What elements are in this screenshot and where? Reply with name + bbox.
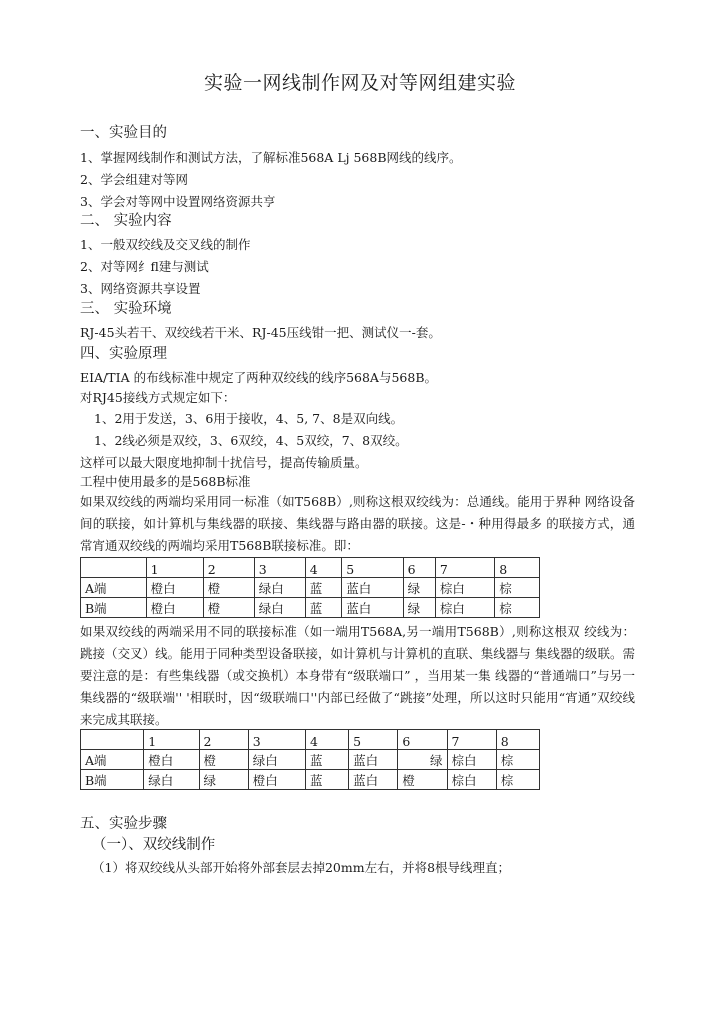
table-header-row: [81, 558, 540, 578]
table-cell: 棕: [495, 598, 540, 618]
list-item: 1、一般双绞线及交叉线的制作: [80, 237, 251, 252]
principle-line: 对RJ45接线方式规定如下：: [80, 390, 236, 405]
table-cell: 蓝白: [349, 770, 398, 790]
table-cell: 橙: [203, 578, 254, 598]
table-cell: 5: [342, 558, 403, 578]
section-heading-purpose: 一、实验目的: [80, 125, 167, 141]
table-cell: [81, 558, 147, 578]
table-cell: 6: [398, 730, 447, 750]
table-cell: 棕白: [447, 770, 496, 790]
table-cell: B端: [81, 598, 147, 618]
table-cell: 橙白: [146, 578, 203, 598]
section-heading-principle: 四、实验原理: [80, 346, 167, 362]
table-row: [81, 598, 540, 618]
crossover-cable-paragraph: 如果双绞线的两端采用不同的联接标准（如一端用T568A,另一端用T568B）,则称这根双 绞线为：跳接（交叉）线。能用于同种类型设备联接，如计算机与计算机的直联、集线器与 集线器的级联。需要注意的是：有些集线器（或交换机）本身带有“级联端口” ，当用某一集 线器的“普通端口”与另一集线器的“级联端'' '相联时，因“级联端口''内部已经做了“跳接”处理，所以这时只能用“宵通”双绞线来完成其联接。: [80, 624, 635, 727]
table-cell: 棕白: [435, 578, 494, 598]
list-item: 2、学会组建对等网: [80, 172, 188, 187]
table-row: [81, 770, 540, 790]
step-text: （1）将双绞线从头部开始将外部套层去掉20mm左右，并将8根导线理直；: [92, 860, 511, 875]
table-cell: 8: [495, 558, 540, 578]
table-cell: A端: [81, 750, 144, 770]
table-cell: 3: [254, 558, 305, 578]
table-cell: 绿: [403, 578, 435, 598]
table-cell: 蓝: [305, 770, 348, 790]
table-header-row: [81, 730, 540, 750]
list-item: 3、学会对等网中设置网络资源共亨: [80, 194, 276, 209]
principle-line: 1、2线必须是双绞，3、6双绞，4、5双绞，7、8双绞。: [94, 433, 408, 448]
list-item: 3、网络资源共享设置: [80, 281, 201, 296]
table-cell: 绿白: [144, 770, 199, 790]
table-cell: 7: [447, 730, 496, 750]
section-heading-steps: 五、实验步骤: [80, 816, 167, 832]
table-cell: 绿白: [254, 578, 305, 598]
principle-line: 工程中使用最多的是568B标准: [80, 474, 251, 489]
table-cell: 6: [403, 558, 435, 578]
table-cell: 绿白: [254, 598, 305, 618]
table-cell: 绿: [398, 750, 447, 770]
table-cell: 2: [203, 558, 254, 578]
straight-cable-paragraph: 如果双绞线的两端均采用同一标准（如T568B）,则称这根双绞线为：总通线。能用于界种 网络设备间的联接，如计算机与集线器的联接、集线器与路由器的联接。这是-・种用得最多 的联接方式，通常宵通双绞线的两端均采用T568B联接标准。即：: [80, 494, 635, 553]
list-item: 1、掌握网线制作和测试方法，了解标准568A Lj 568B网线的线序。: [80, 150, 462, 165]
table-cell: [81, 730, 144, 750]
table-cell: 橙: [199, 750, 248, 770]
table-row: [81, 578, 540, 598]
table-cell: 棕: [495, 578, 540, 598]
subsection-heading: （一）、双绞线制作: [92, 837, 216, 853]
t568b-table: [80, 557, 540, 618]
table-cell: 橙白: [146, 598, 203, 618]
table-cell: 4: [305, 730, 348, 750]
table-cell: 橙: [398, 770, 447, 790]
table-cell: 5: [349, 730, 398, 750]
table-cell: 棕白: [435, 598, 494, 618]
table-cell: 棕: [496, 770, 539, 790]
table-cell: 蓝: [305, 578, 341, 598]
table-cell: 7: [435, 558, 494, 578]
document-title: 实验一网线制作网及对等网组建实验: [203, 72, 516, 94]
principle-line: 1、2用于发送，3、6用于接收，4、5, 7、8是双向线。: [94, 411, 404, 426]
table-cell: B端: [81, 770, 144, 790]
table-cell: 橙白: [248, 770, 305, 790]
table-row: [81, 750, 540, 770]
table-cell: 绿: [403, 598, 435, 618]
table-cell: 蓝白: [342, 598, 403, 618]
section-heading-environment: 三、 实验环境: [80, 301, 172, 317]
table-cell: 橙白: [144, 750, 199, 770]
table-cell: 蓝: [305, 598, 341, 618]
environment-text: RJ-45头若干、双绞线若干米、RJ-45压线钳一把、测试仪一-套。: [80, 325, 441, 340]
table-cell: 绿白: [248, 750, 305, 770]
crossover-table: [80, 729, 540, 790]
list-item: 2、对等网纟fl建与测试: [80, 259, 209, 274]
table-cell: 3: [248, 730, 305, 750]
table-cell: 1: [144, 730, 199, 750]
section-heading-content: 二、 实验内容: [80, 213, 172, 229]
table-cell: A端: [81, 578, 147, 598]
table-cell: 绿: [199, 770, 248, 790]
table-cell: 蓝白: [349, 750, 398, 770]
table-cell: 棕白: [447, 750, 496, 770]
table-cell: 2: [199, 730, 248, 750]
table-cell: 蓝: [305, 750, 348, 770]
table-cell: 8: [496, 730, 539, 750]
table-cell: 蓝白: [342, 578, 403, 598]
table-cell: 1: [146, 558, 203, 578]
table-cell: 棕: [496, 750, 539, 770]
table-cell: 橙: [203, 598, 254, 618]
principle-line: 这样可以最大限度地抑制十扰信号，提高传输质量。: [80, 455, 368, 470]
principle-line: EIA/TIA 的布线标准中规定了两种双绞线的线序568A与568B。: [80, 370, 438, 385]
table-cell: 4: [305, 558, 341, 578]
